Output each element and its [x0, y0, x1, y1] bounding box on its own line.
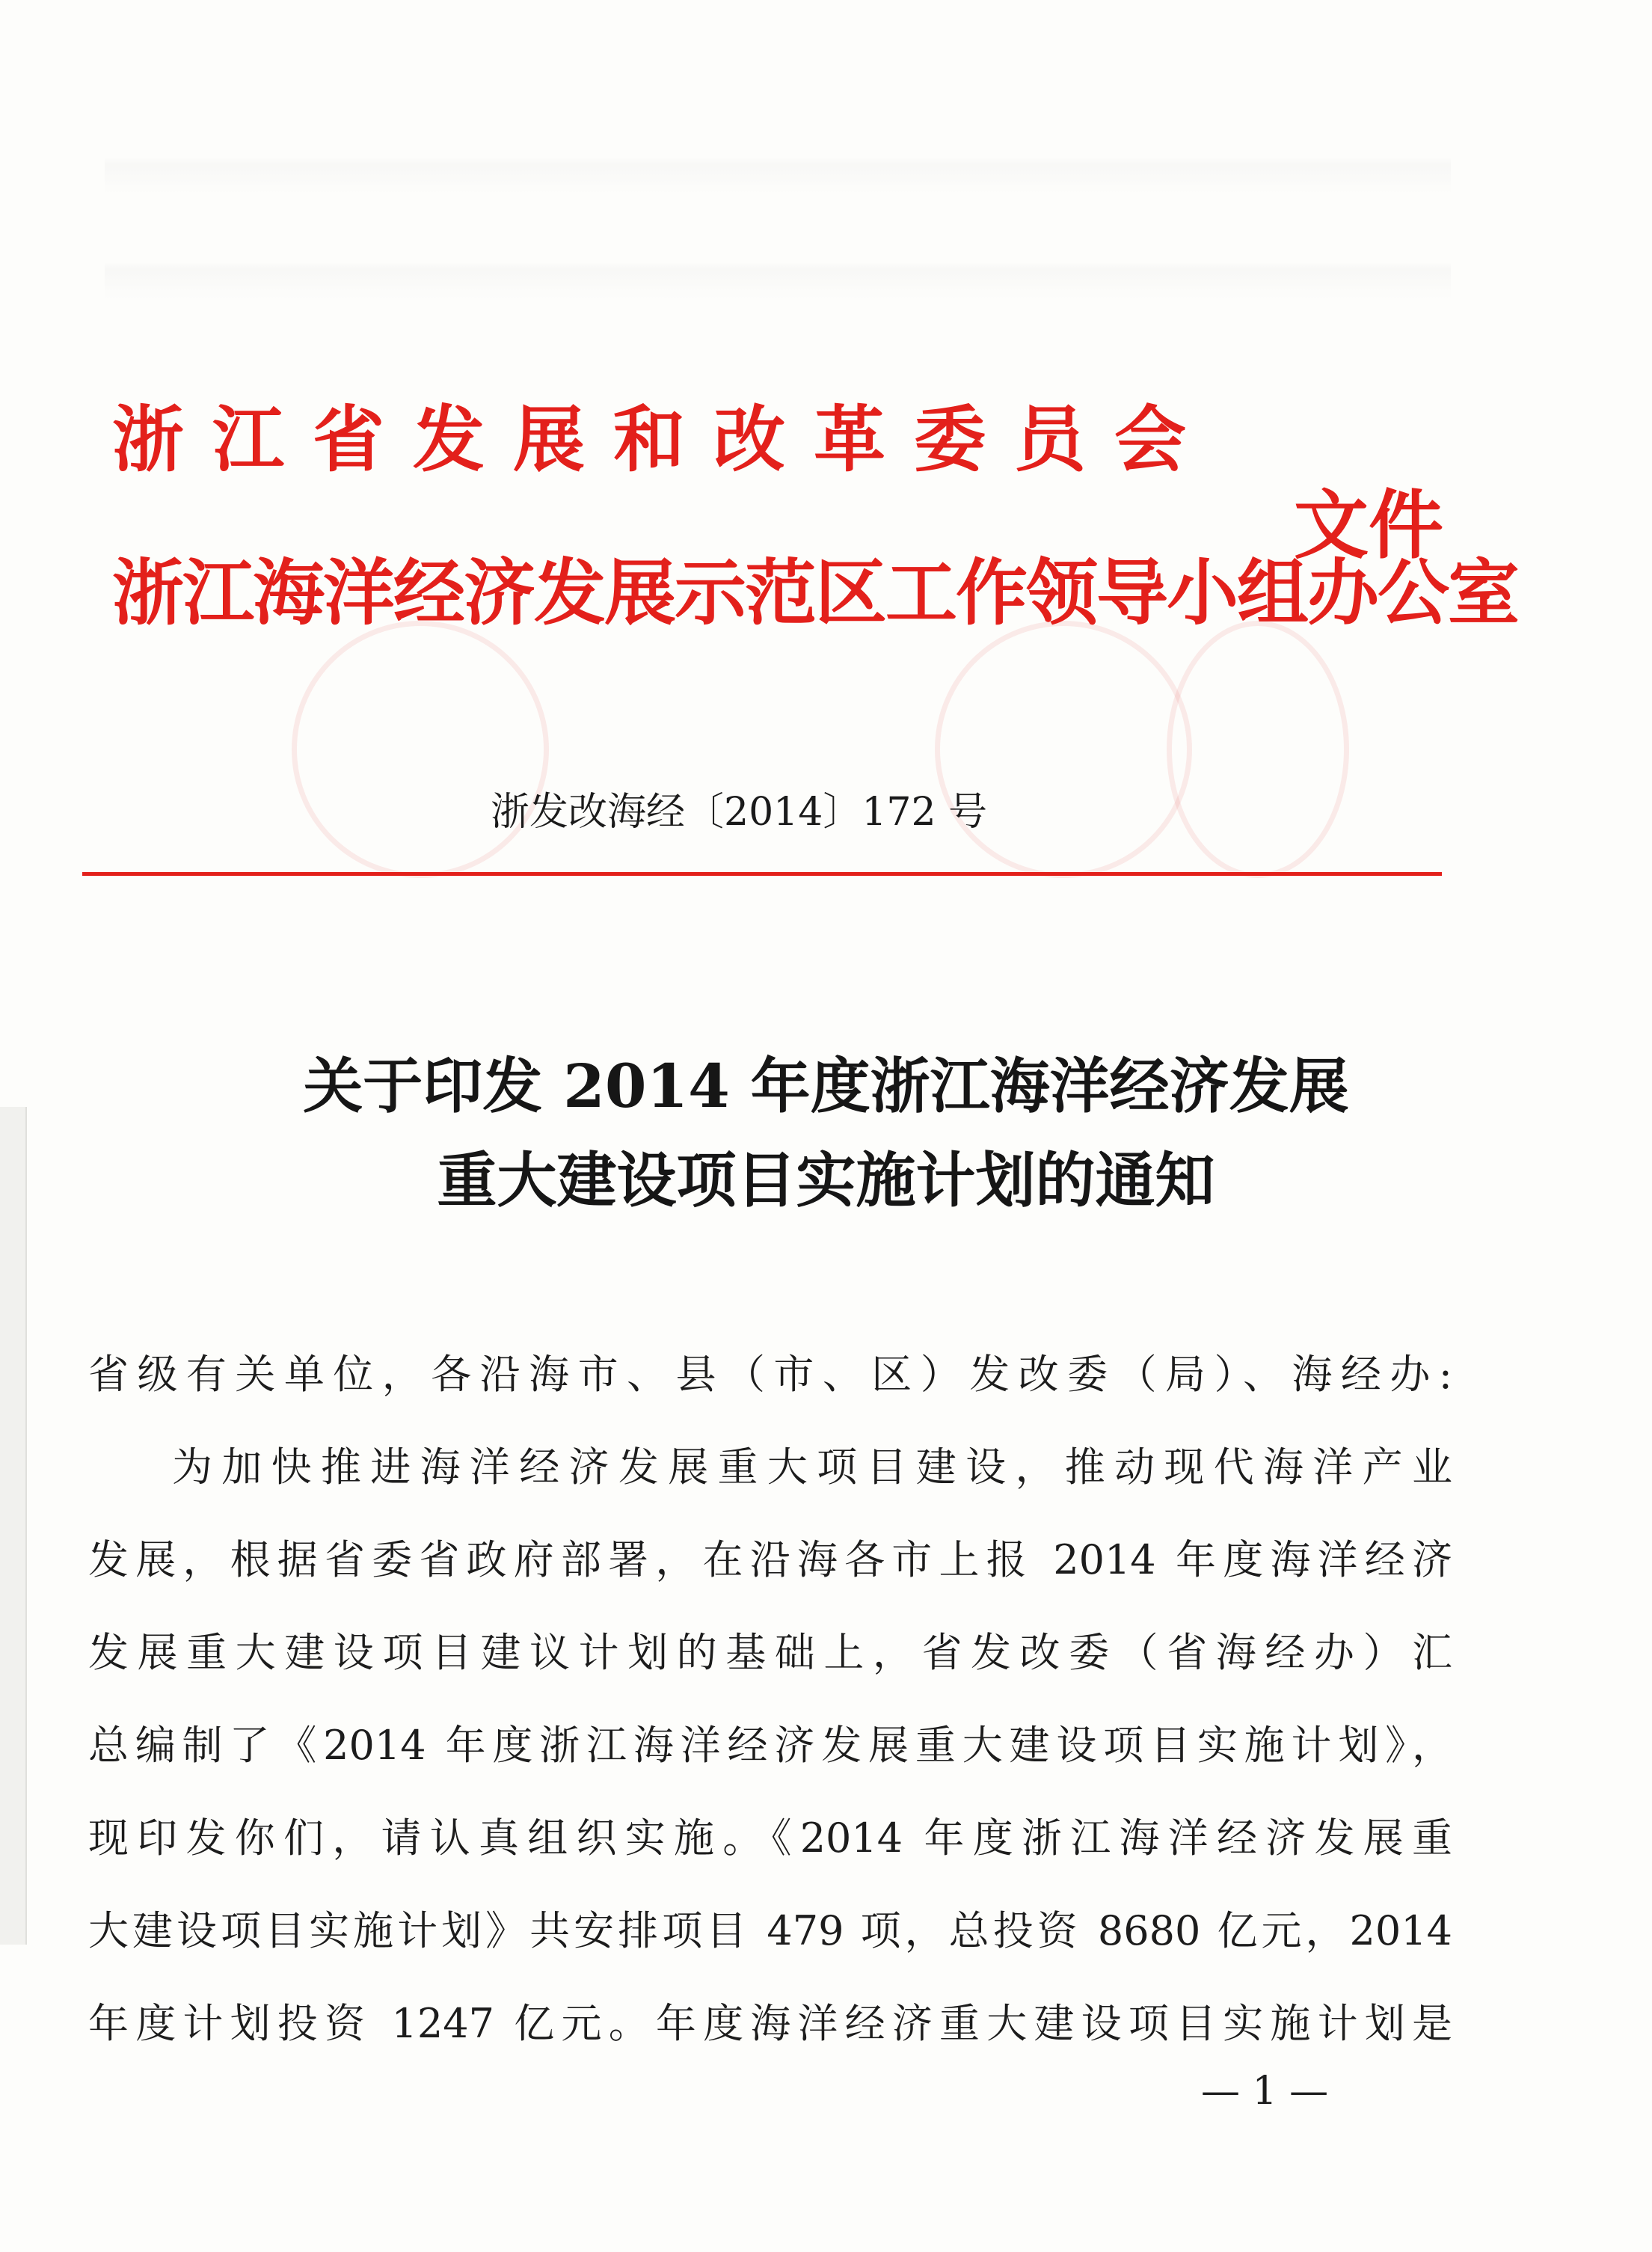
red-header-rule [82, 872, 1442, 876]
document-number: 浙发改海经〔2014〕172 号 [491, 790, 988, 835]
issuer-line-2: 浙江海洋经济发展示范区工作领导小组办公室 [112, 550, 1518, 635]
title-line-2: 重大建设项目实施计划的通知 [437, 1145, 1215, 1215]
document-type-label: 文件 [1294, 481, 1443, 569]
issuer-line-1: 浙江省发展和改革委员会 [112, 397, 1215, 482]
body-line: 发展，根据省委省政府部署，在沿海各市上报 2014 年度海洋经济 [88, 1536, 1452, 1583]
faint-seal-impression [935, 621, 1192, 878]
title-line-1: 关于印发 2014 年度浙江海洋经济发展 [303, 1051, 1349, 1121]
body-text [88, 1328, 1452, 2070]
faint-seal-impression [1167, 621, 1349, 878]
bleed-through-texture [105, 90, 1451, 359]
faint-seal-impression [292, 621, 549, 878]
body-line: 现印发你们，请认真组织实施。《2014 年度浙江海洋经济发展重 [88, 1814, 1452, 1862]
body-line: 为加快推进海洋经济发展重大项目建设，推动现代海洋产业 [172, 1443, 1452, 1491]
body-line: 总编制了《2014 年度浙江海洋经济发展重大建设项目实施计划》， [88, 1722, 1452, 1769]
salutation-line: 省级有关单位，各沿海市、县（市、区）发改委（局）、海经办: [88, 1351, 1452, 1398]
attached-page-edge [0, 1107, 27, 1945]
body-line: 大建设项目实施计划》共安排项目 479 项，总投资 8680 亿元，2014 [88, 1907, 1452, 1954]
page-number: — 1 — [1201, 2069, 1329, 2114]
body-line: 发展重大建设项目建议计划的基础上，省发改委（省海经办）汇 [88, 1629, 1452, 1676]
body-line: 年度计划投资 1247 亿元。年度海洋经济重大建设项目实施计划是 [88, 2000, 1452, 2047]
